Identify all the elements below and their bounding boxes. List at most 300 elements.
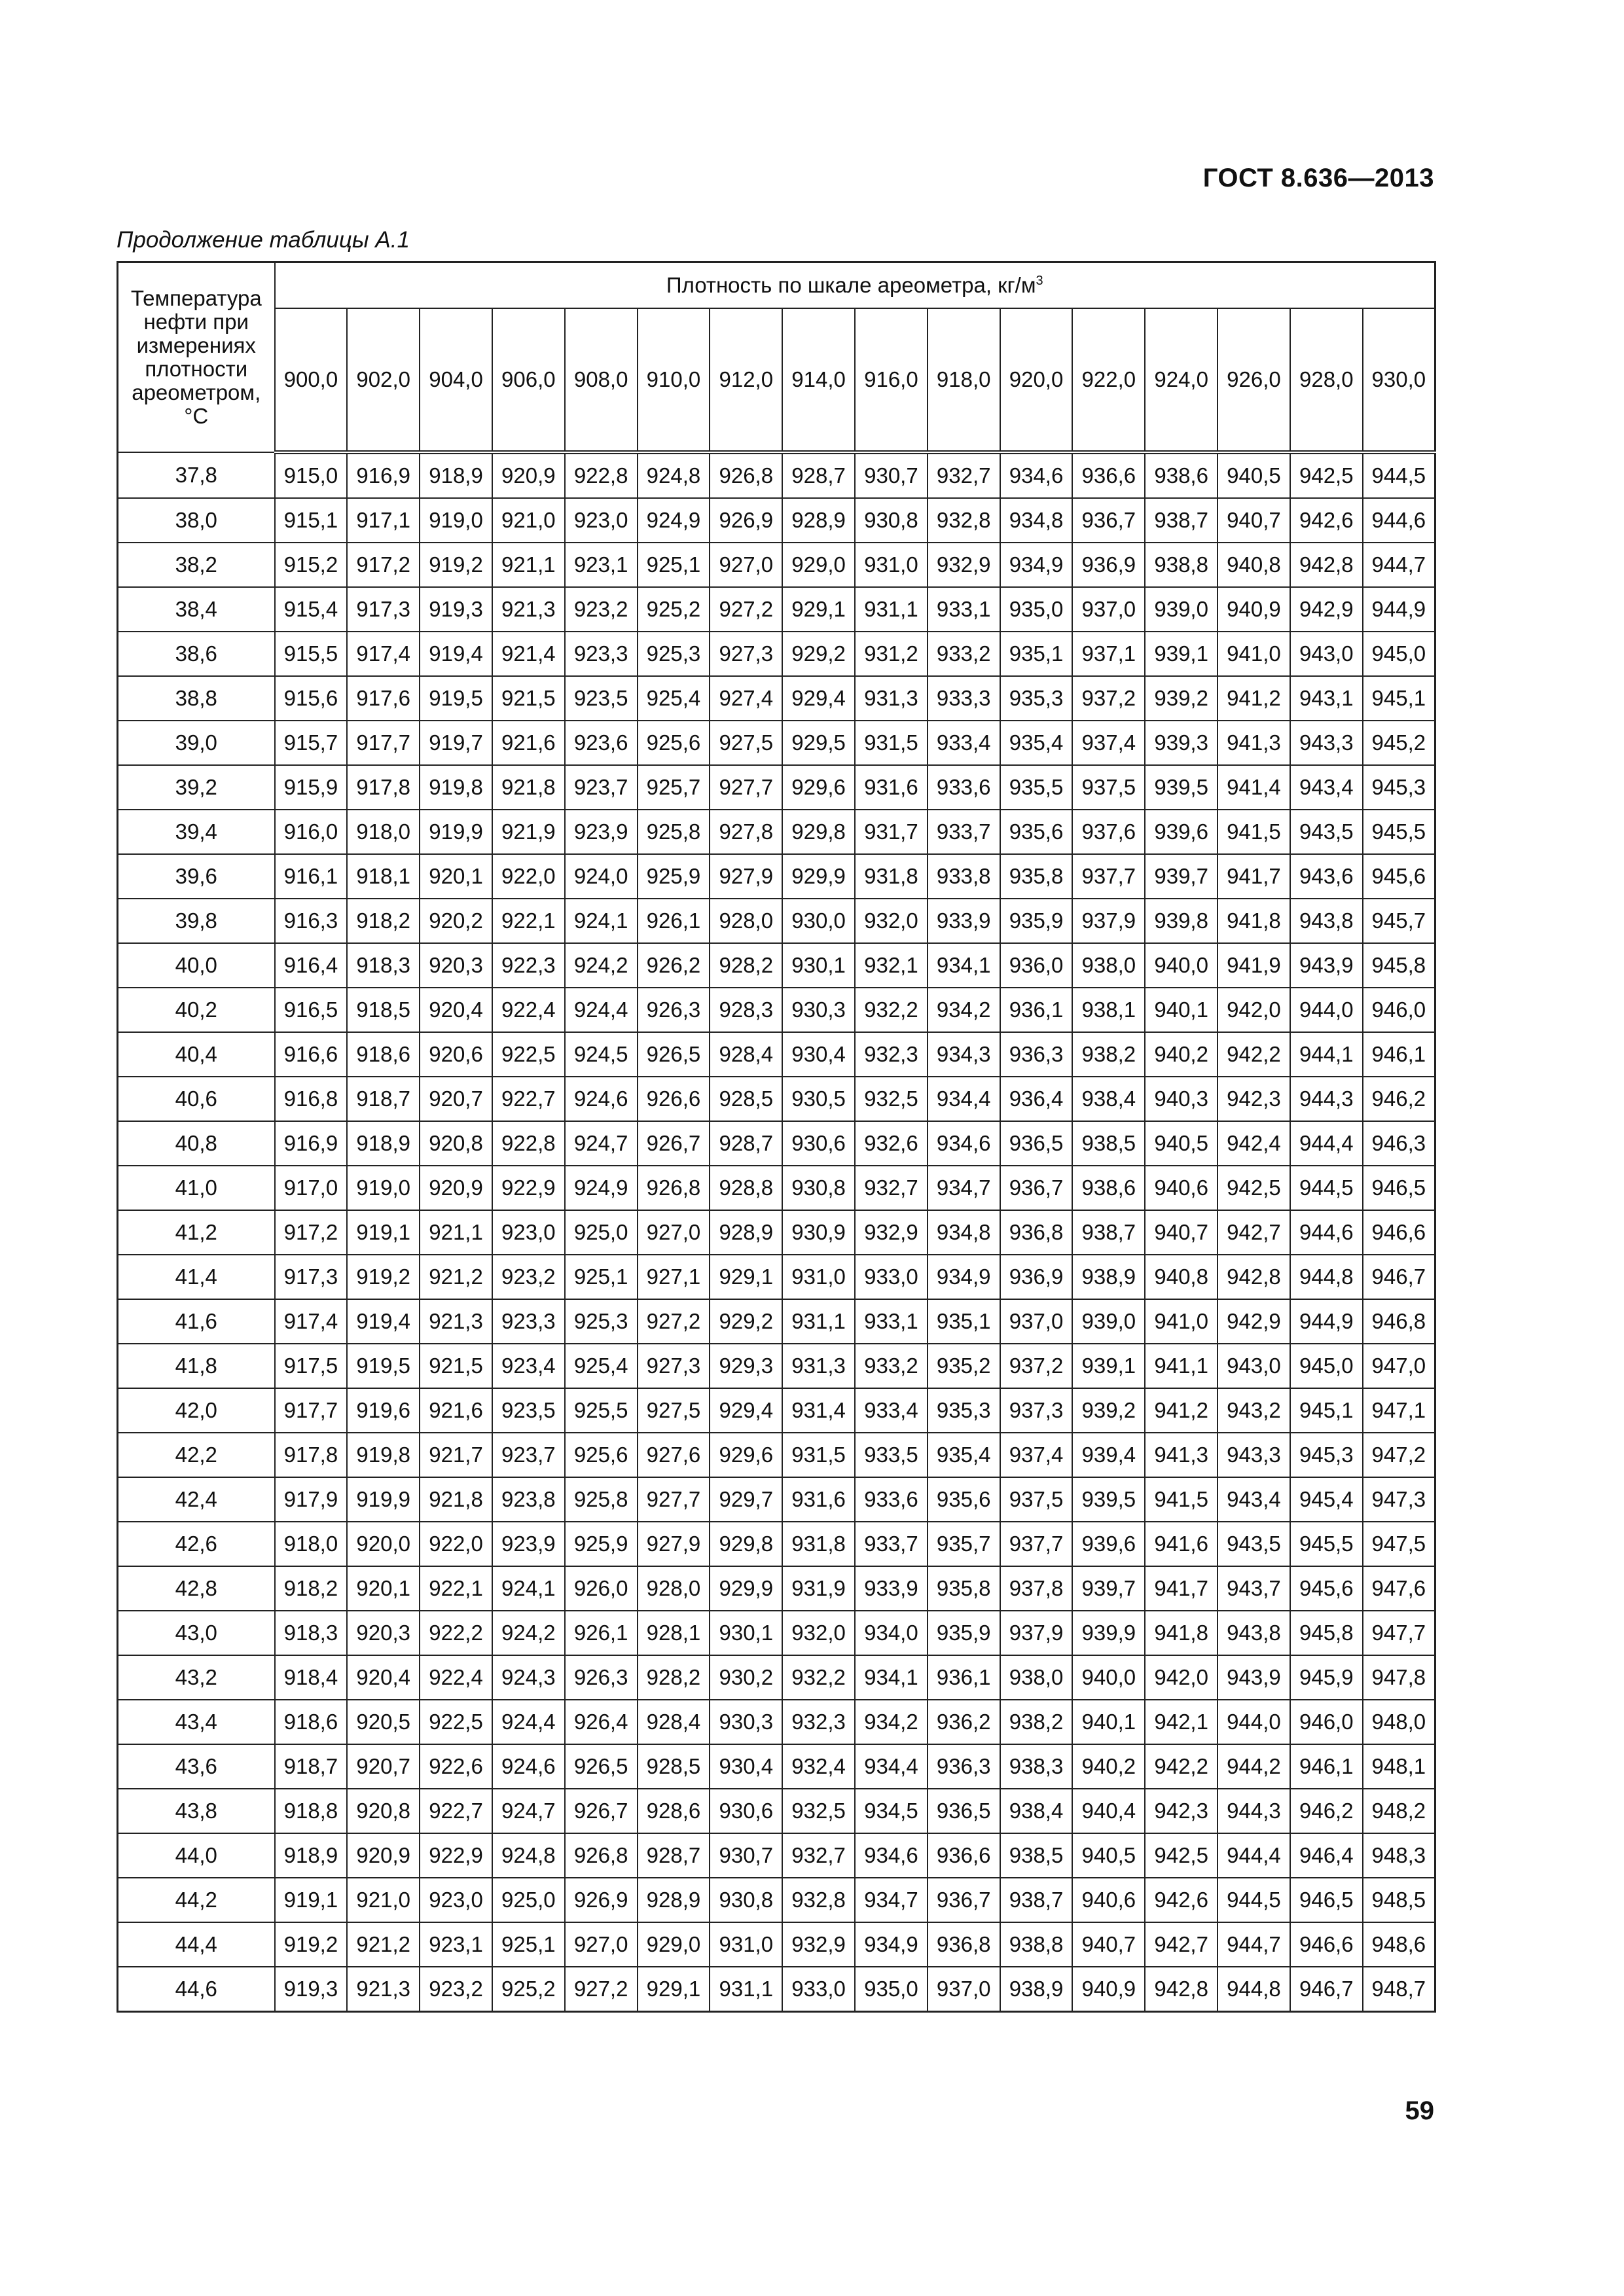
density-cell: 927,5 bbox=[638, 1388, 710, 1433]
density-cell: 941,3 bbox=[1218, 721, 1290, 765]
density-cell: 935,0 bbox=[855, 1967, 928, 2012]
density-column-header: 906,0 bbox=[492, 308, 565, 452]
density-cell: 937,0 bbox=[928, 1967, 1000, 2012]
density-cell: 948,2 bbox=[1363, 1789, 1435, 1833]
density-cell: 938,2 bbox=[1000, 1700, 1073, 1744]
density-cell: 931,1 bbox=[782, 1299, 855, 1344]
density-cell: 923,0 bbox=[492, 1210, 565, 1255]
density-cell: 934,9 bbox=[928, 1255, 1000, 1299]
density-cell: 922,7 bbox=[420, 1789, 492, 1833]
density-cell: 940,2 bbox=[1145, 1032, 1218, 1077]
density-cell: 937,0 bbox=[1000, 1299, 1073, 1344]
density-cell: 922,2 bbox=[420, 1611, 492, 1655]
table-row bbox=[118, 1166, 1435, 1210]
temperature-cell: 39,2 bbox=[118, 765, 275, 810]
density-cell: 941,3 bbox=[1145, 1433, 1218, 1477]
density-cell: 934,0 bbox=[855, 1611, 928, 1655]
density-cell: 924,2 bbox=[565, 943, 638, 988]
density-cell: 942,8 bbox=[1290, 543, 1363, 587]
density-cell: 942,5 bbox=[1218, 1166, 1290, 1210]
density-cell: 938,1 bbox=[1072, 988, 1145, 1032]
density-cell: 922,3 bbox=[492, 943, 565, 988]
density-cell: 923,3 bbox=[492, 1299, 565, 1344]
density-cell: 936,1 bbox=[928, 1655, 1000, 1700]
density-cell: 928,6 bbox=[638, 1789, 710, 1833]
density-cell: 931,1 bbox=[855, 587, 928, 632]
density-cell: 943,5 bbox=[1218, 1522, 1290, 1566]
density-cell: 943,2 bbox=[1218, 1388, 1290, 1433]
density-cell: 944,6 bbox=[1290, 1210, 1363, 1255]
density-cell: 941,5 bbox=[1145, 1477, 1218, 1522]
table-row bbox=[118, 1789, 1435, 1833]
density-cell: 925,3 bbox=[565, 1299, 638, 1344]
temperature-cell: 43,2 bbox=[118, 1655, 275, 1700]
density-cell: 918,3 bbox=[275, 1611, 348, 1655]
density-cell: 939,9 bbox=[1072, 1611, 1145, 1655]
table-row bbox=[118, 1344, 1435, 1388]
density-cell: 921,4 bbox=[492, 632, 565, 676]
density-cell: 940,9 bbox=[1072, 1967, 1145, 2012]
density-cell: 934,1 bbox=[928, 943, 1000, 988]
density-cell: 928,0 bbox=[638, 1566, 710, 1611]
density-cell: 925,0 bbox=[492, 1878, 565, 1922]
density-cell: 918,0 bbox=[275, 1522, 348, 1566]
density-cell: 919,0 bbox=[420, 498, 492, 543]
density-cell: 917,6 bbox=[347, 676, 420, 721]
density-cell: 936,6 bbox=[1072, 452, 1145, 498]
density-cell: 918,6 bbox=[275, 1700, 348, 1744]
density-cell: 931,0 bbox=[855, 543, 928, 587]
density-cell: 926,8 bbox=[638, 1166, 710, 1210]
density-cell: 944,9 bbox=[1363, 587, 1435, 632]
density-column-header: 930,0 bbox=[1363, 308, 1435, 452]
density-cell: 917,3 bbox=[275, 1255, 348, 1299]
density-cell: 938,6 bbox=[1145, 452, 1218, 498]
table-row bbox=[118, 854, 1435, 899]
density-column-header: 908,0 bbox=[565, 308, 638, 452]
temperature-cell: 38,4 bbox=[118, 587, 275, 632]
density-cell: 937,9 bbox=[1000, 1611, 1073, 1655]
density-cell: 945,0 bbox=[1363, 632, 1435, 676]
density-cell: 921,9 bbox=[492, 810, 565, 854]
density-cell: 937,7 bbox=[1072, 854, 1145, 899]
density-cell: 935,1 bbox=[928, 1299, 1000, 1344]
density-cell: 943,4 bbox=[1290, 765, 1363, 810]
density-cell: 928,0 bbox=[710, 899, 782, 943]
density-cell: 927,0 bbox=[710, 543, 782, 587]
table-row bbox=[118, 1611, 1435, 1655]
table-row bbox=[118, 721, 1435, 765]
density-cell: 937,8 bbox=[1000, 1566, 1073, 1611]
density-cell: 946,6 bbox=[1290, 1922, 1363, 1967]
density-cell: 939,6 bbox=[1145, 810, 1218, 854]
density-cell: 929,7 bbox=[710, 1477, 782, 1522]
density-cell: 943,9 bbox=[1218, 1655, 1290, 1700]
density-cell: 924,1 bbox=[492, 1566, 565, 1611]
density-cell: 944,4 bbox=[1218, 1833, 1290, 1878]
density-cell: 936,5 bbox=[928, 1789, 1000, 1833]
density-cell: 916,4 bbox=[275, 943, 348, 988]
density-cell: 946,5 bbox=[1363, 1166, 1435, 1210]
density-cell: 932,9 bbox=[928, 543, 1000, 587]
density-cell: 920,9 bbox=[492, 452, 565, 498]
density-cell: 922,8 bbox=[565, 452, 638, 498]
density-cell: 945,5 bbox=[1290, 1522, 1363, 1566]
density-cell: 934,2 bbox=[928, 988, 1000, 1032]
density-cell: 926,2 bbox=[638, 943, 710, 988]
density-cell: 932,0 bbox=[782, 1611, 855, 1655]
density-cell: 923,7 bbox=[492, 1433, 565, 1477]
density-cell: 938,2 bbox=[1072, 1032, 1145, 1077]
density-cell: 918,7 bbox=[275, 1744, 348, 1789]
density-cell: 916,9 bbox=[275, 1121, 348, 1166]
density-cell: 926,9 bbox=[710, 498, 782, 543]
density-cell: 929,0 bbox=[638, 1922, 710, 1967]
density-cell: 947,1 bbox=[1363, 1388, 1435, 1433]
density-cell: 940,3 bbox=[1145, 1077, 1218, 1121]
density-cell: 921,6 bbox=[492, 721, 565, 765]
density-cell: 943,0 bbox=[1290, 632, 1363, 676]
density-cell: 934,4 bbox=[928, 1077, 1000, 1121]
density-cell: 929,4 bbox=[782, 676, 855, 721]
density-cell: 919,4 bbox=[347, 1299, 420, 1344]
density-cell: 928,8 bbox=[710, 1166, 782, 1210]
density-cell: 934,2 bbox=[855, 1700, 928, 1744]
temperature-cell: 44,2 bbox=[118, 1878, 275, 1922]
density-cell: 922,5 bbox=[420, 1700, 492, 1744]
density-cell: 930,4 bbox=[782, 1032, 855, 1077]
density-cell: 921,5 bbox=[420, 1344, 492, 1388]
temperature-cell: 43,0 bbox=[118, 1611, 275, 1655]
density-cell: 926,1 bbox=[638, 899, 710, 943]
density-cell: 946,0 bbox=[1290, 1700, 1363, 1744]
density-cell: 917,9 bbox=[275, 1477, 348, 1522]
density-cell: 915,0 bbox=[275, 452, 348, 498]
density-cell: 923,1 bbox=[565, 543, 638, 587]
density-cell: 916,8 bbox=[275, 1077, 348, 1121]
density-cell: 934,9 bbox=[855, 1922, 928, 1967]
density-cell: 943,5 bbox=[1290, 810, 1363, 854]
density-cell: 923,4 bbox=[492, 1344, 565, 1388]
density-cell: 947,6 bbox=[1363, 1566, 1435, 1611]
density-cell: 931,6 bbox=[782, 1477, 855, 1522]
density-cell: 927,1 bbox=[638, 1255, 710, 1299]
table-row bbox=[118, 899, 1435, 943]
density-cell: 926,5 bbox=[565, 1744, 638, 1789]
density-cell: 935,7 bbox=[928, 1522, 1000, 1566]
density-cell: 925,5 bbox=[565, 1388, 638, 1433]
density-cell: 917,0 bbox=[275, 1166, 348, 1210]
density-cell: 946,2 bbox=[1363, 1077, 1435, 1121]
density-cell: 928,5 bbox=[638, 1744, 710, 1789]
density-cell: 931,2 bbox=[855, 632, 928, 676]
density-cell: 923,2 bbox=[492, 1255, 565, 1299]
density-cell: 928,9 bbox=[782, 498, 855, 543]
density-cell: 935,2 bbox=[928, 1344, 1000, 1388]
density-cell: 927,4 bbox=[710, 676, 782, 721]
density-cell: 919,0 bbox=[347, 1166, 420, 1210]
density-cell: 940,5 bbox=[1218, 452, 1290, 498]
density-cell: 917,5 bbox=[275, 1344, 348, 1388]
density-cell: 938,0 bbox=[1000, 1655, 1073, 1700]
density-cell: 932,4 bbox=[782, 1744, 855, 1789]
density-cell: 938,8 bbox=[1145, 543, 1218, 587]
density-cell: 940,8 bbox=[1145, 1255, 1218, 1299]
density-cell: 945,6 bbox=[1290, 1566, 1363, 1611]
temperature-header-line: ареометром, bbox=[132, 380, 261, 404]
temperature-cell: 44,0 bbox=[118, 1833, 275, 1878]
density-cell: 942,3 bbox=[1145, 1789, 1218, 1833]
temperature-header-line: Температура bbox=[130, 286, 262, 310]
density-cell: 944,2 bbox=[1218, 1744, 1290, 1789]
density-cell: 917,2 bbox=[275, 1210, 348, 1255]
density-cell: 919,4 bbox=[420, 632, 492, 676]
density-cell: 921,1 bbox=[420, 1210, 492, 1255]
density-cell: 922,1 bbox=[492, 899, 565, 943]
density-cell: 922,1 bbox=[420, 1566, 492, 1611]
density-cell: 934,1 bbox=[855, 1655, 928, 1700]
density-cell: 935,3 bbox=[928, 1388, 1000, 1433]
density-cell: 942,7 bbox=[1145, 1922, 1218, 1967]
density-cell: 934,4 bbox=[855, 1744, 928, 1789]
density-cell: 943,1 bbox=[1290, 676, 1363, 721]
density-cell: 945,1 bbox=[1290, 1388, 1363, 1433]
temperature-header-line: плотности bbox=[145, 357, 248, 381]
density-cell: 940,1 bbox=[1145, 988, 1218, 1032]
density-cell: 927,3 bbox=[638, 1344, 710, 1388]
density-cell: 919,9 bbox=[420, 810, 492, 854]
density-cell: 924,6 bbox=[565, 1077, 638, 1121]
density-cell: 925,9 bbox=[565, 1522, 638, 1566]
density-cell: 945,8 bbox=[1290, 1611, 1363, 1655]
density-cell: 922,0 bbox=[492, 854, 565, 899]
density-cell: 930,6 bbox=[710, 1789, 782, 1833]
density-cell: 926,8 bbox=[565, 1833, 638, 1878]
density-cell: 930,4 bbox=[710, 1744, 782, 1789]
density-cell: 925,6 bbox=[638, 721, 710, 765]
density-cell: 929,5 bbox=[782, 721, 855, 765]
density-cell: 929,6 bbox=[782, 765, 855, 810]
temperature-cell: 41,8 bbox=[118, 1344, 275, 1388]
density-cell: 934,6 bbox=[1000, 452, 1073, 498]
density-cell: 941,8 bbox=[1218, 899, 1290, 943]
page-number: 59 bbox=[1405, 2096, 1434, 2125]
density-cell: 941,5 bbox=[1218, 810, 1290, 854]
density-cell: 929,9 bbox=[782, 854, 855, 899]
density-cell: 921,2 bbox=[347, 1922, 420, 1967]
density-cell: 922,0 bbox=[420, 1522, 492, 1566]
density-cell: 947,0 bbox=[1363, 1344, 1435, 1388]
density-cell: 929,2 bbox=[710, 1299, 782, 1344]
density-cell: 943,3 bbox=[1218, 1433, 1290, 1477]
density-cell: 940,0 bbox=[1072, 1655, 1145, 1700]
temperature-cell: 44,4 bbox=[118, 1922, 275, 1967]
density-cell: 944,8 bbox=[1290, 1255, 1363, 1299]
density-cell: 935,6 bbox=[1000, 810, 1073, 854]
temperature-cell: 38,0 bbox=[118, 498, 275, 543]
density-cell: 921,3 bbox=[420, 1299, 492, 1344]
table-row bbox=[118, 1655, 1435, 1700]
density-cell: 946,7 bbox=[1290, 1967, 1363, 2012]
density-cell: 926,7 bbox=[638, 1121, 710, 1166]
density-cell: 939,7 bbox=[1072, 1566, 1145, 1611]
density-cell: 942,0 bbox=[1145, 1655, 1218, 1700]
density-cell: 925,4 bbox=[565, 1344, 638, 1388]
density-cell: 930,8 bbox=[855, 498, 928, 543]
density-cell: 927,2 bbox=[638, 1299, 710, 1344]
density-cell: 919,1 bbox=[275, 1878, 348, 1922]
density-cell: 933,4 bbox=[855, 1388, 928, 1433]
density-cell: 934,5 bbox=[855, 1789, 928, 1833]
table-row bbox=[118, 632, 1435, 676]
density-cell: 927,9 bbox=[710, 854, 782, 899]
density-cell: 930,7 bbox=[855, 452, 928, 498]
density-cell: 922,8 bbox=[492, 1121, 565, 1166]
density-cell: 929,2 bbox=[782, 632, 855, 676]
density-cell: 941,7 bbox=[1218, 854, 1290, 899]
table-row bbox=[118, 1967, 1435, 2012]
density-cell: 935,5 bbox=[1000, 765, 1073, 810]
density-cell: 935,6 bbox=[928, 1477, 1000, 1522]
density-cell: 948,7 bbox=[1363, 1967, 1435, 2012]
density-cell: 938,0 bbox=[1072, 943, 1145, 988]
density-cell: 934,3 bbox=[928, 1032, 1000, 1077]
density-cell: 920,3 bbox=[347, 1611, 420, 1655]
density-cell: 925,1 bbox=[638, 543, 710, 587]
density-column-header: 926,0 bbox=[1218, 308, 1290, 452]
density-cell: 916,9 bbox=[347, 452, 420, 498]
density-cell: 931,9 bbox=[782, 1566, 855, 1611]
density-cell: 928,4 bbox=[710, 1032, 782, 1077]
density-cell: 935,9 bbox=[1000, 899, 1073, 943]
density-cell: 946,8 bbox=[1363, 1299, 1435, 1344]
density-cell: 918,2 bbox=[347, 899, 420, 943]
density-cell: 923,5 bbox=[492, 1388, 565, 1433]
density-cell: 946,0 bbox=[1363, 988, 1435, 1032]
temperature-header-line: измерениях bbox=[136, 333, 256, 357]
density-cell: 941,2 bbox=[1218, 676, 1290, 721]
density-cell: 942,8 bbox=[1218, 1255, 1290, 1299]
density-cell: 916,1 bbox=[275, 854, 348, 899]
density-cell: 941,6 bbox=[1145, 1522, 1218, 1566]
density-cell: 925,9 bbox=[638, 854, 710, 899]
density-cell: 942,9 bbox=[1290, 587, 1363, 632]
density-cell: 924,7 bbox=[492, 1789, 565, 1833]
density-cell: 923,6 bbox=[565, 721, 638, 765]
density-cell: 946,1 bbox=[1363, 1032, 1435, 1077]
density-cell: 920,4 bbox=[347, 1655, 420, 1700]
density-cell: 945,9 bbox=[1290, 1655, 1363, 1700]
density-cell: 930,6 bbox=[782, 1121, 855, 1166]
density-cell: 944,0 bbox=[1290, 988, 1363, 1032]
density-column-header: 910,0 bbox=[638, 308, 710, 452]
density-cell: 938,5 bbox=[1072, 1121, 1145, 1166]
density-cell: 946,5 bbox=[1290, 1878, 1363, 1922]
density-cell: 931,6 bbox=[855, 765, 928, 810]
density-cell: 943,7 bbox=[1218, 1566, 1290, 1611]
density-cell: 934,8 bbox=[928, 1210, 1000, 1255]
density-cell: 930,1 bbox=[710, 1611, 782, 1655]
density-cell: 942,7 bbox=[1218, 1210, 1290, 1255]
density-cell: 921,3 bbox=[492, 587, 565, 632]
density-cell: 922,4 bbox=[492, 988, 565, 1032]
density-cell: 941,7 bbox=[1145, 1566, 1218, 1611]
density-cell: 917,7 bbox=[347, 721, 420, 765]
density-column-header-row bbox=[118, 308, 1435, 452]
density-cell: 932,5 bbox=[855, 1077, 928, 1121]
density-cell: 928,4 bbox=[638, 1700, 710, 1744]
density-cell: 922,6 bbox=[420, 1744, 492, 1789]
density-cell: 936,3 bbox=[928, 1744, 1000, 1789]
density-cell: 932,9 bbox=[855, 1210, 928, 1255]
density-cell: 916,5 bbox=[275, 988, 348, 1032]
density-cell: 924,3 bbox=[492, 1655, 565, 1700]
density-cell: 944,3 bbox=[1290, 1077, 1363, 1121]
density-cell: 919,8 bbox=[420, 765, 492, 810]
density-cell: 917,8 bbox=[347, 765, 420, 810]
table-row bbox=[118, 1922, 1435, 1967]
temperature-cell: 40,0 bbox=[118, 943, 275, 988]
density-cell: 945,3 bbox=[1363, 765, 1435, 810]
density-cell: 939,1 bbox=[1145, 632, 1218, 676]
temperature-cell: 43,6 bbox=[118, 1744, 275, 1789]
density-cell: 946,2 bbox=[1290, 1789, 1363, 1833]
density-cell: 928,9 bbox=[710, 1210, 782, 1255]
density-cell: 939,7 bbox=[1145, 854, 1218, 899]
density-cell: 929,1 bbox=[710, 1255, 782, 1299]
density-cell: 937,4 bbox=[1000, 1433, 1073, 1477]
density-column-header: 914,0 bbox=[782, 308, 855, 452]
density-cell: 919,5 bbox=[347, 1344, 420, 1388]
density-cell: 921,6 bbox=[420, 1388, 492, 1433]
density-cell: 943,8 bbox=[1218, 1611, 1290, 1655]
density-cell: 925,2 bbox=[492, 1967, 565, 2012]
density-cell: 927,8 bbox=[710, 810, 782, 854]
density-cell: 947,7 bbox=[1363, 1611, 1435, 1655]
density-cell: 929,9 bbox=[710, 1566, 782, 1611]
density-cell: 941,1 bbox=[1145, 1344, 1218, 1388]
density-cell: 920,4 bbox=[420, 988, 492, 1032]
density-cell: 946,6 bbox=[1363, 1210, 1435, 1255]
temperature-cell: 42,2 bbox=[118, 1433, 275, 1477]
density-cell: 931,5 bbox=[782, 1433, 855, 1477]
density-cell: 928,7 bbox=[710, 1121, 782, 1166]
density-cell: 919,6 bbox=[347, 1388, 420, 1433]
density-cell: 926,3 bbox=[638, 988, 710, 1032]
density-cell: 939,8 bbox=[1145, 899, 1218, 943]
density-cell: 936,3 bbox=[1000, 1032, 1073, 1077]
density-cell: 942,6 bbox=[1290, 498, 1363, 543]
density-cell: 931,1 bbox=[710, 1967, 782, 2012]
density-cell: 923,2 bbox=[420, 1967, 492, 2012]
density-cell: 919,2 bbox=[275, 1922, 348, 1967]
density-cell: 919,3 bbox=[275, 1967, 348, 2012]
density-cell: 942,1 bbox=[1145, 1700, 1218, 1744]
density-cell: 936,9 bbox=[1072, 543, 1145, 587]
table-row bbox=[118, 543, 1435, 587]
density-cell: 926,8 bbox=[710, 452, 782, 498]
table-row bbox=[118, 1032, 1435, 1077]
density-cell: 924,7 bbox=[565, 1121, 638, 1166]
density-cell: 921,1 bbox=[492, 543, 565, 587]
density-cell: 938,3 bbox=[1000, 1744, 1073, 1789]
density-cell: 927,0 bbox=[638, 1210, 710, 1255]
density-cell: 915,9 bbox=[275, 765, 348, 810]
density-cell: 933,6 bbox=[928, 765, 1000, 810]
density-cell: 928,2 bbox=[710, 943, 782, 988]
density-cell: 927,2 bbox=[710, 587, 782, 632]
density-column-header: 920,0 bbox=[1000, 308, 1073, 452]
